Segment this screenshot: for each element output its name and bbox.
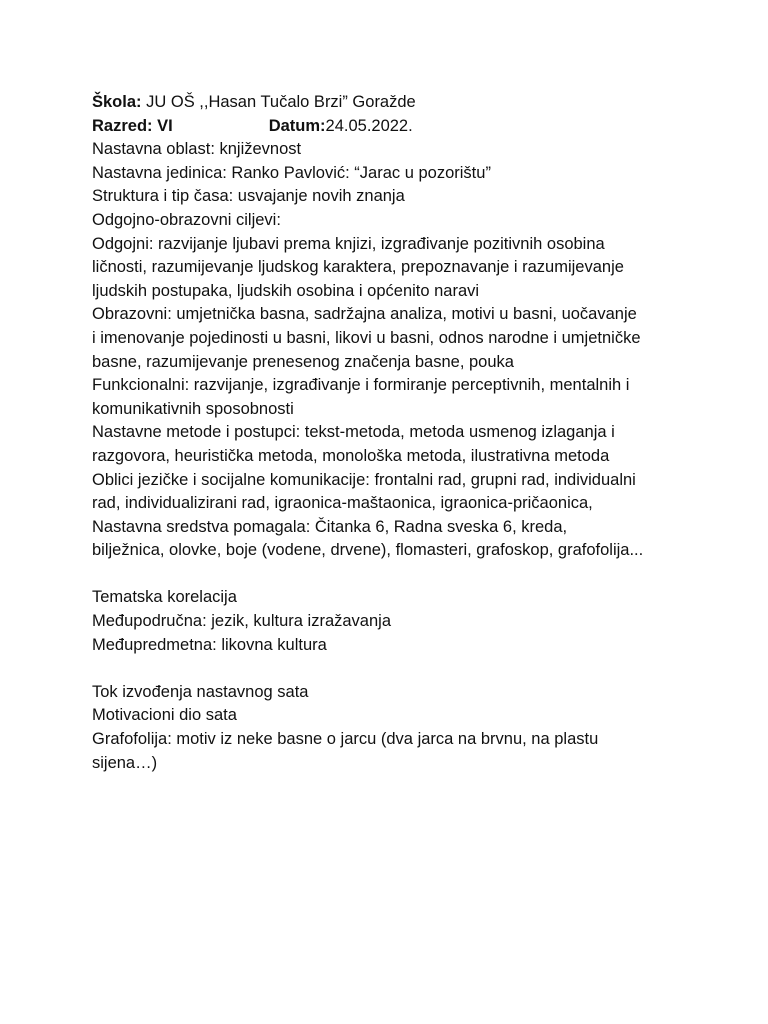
body-line: Nastavne metode i postupci: tekst-metoda, metoda usmenog izlaganja i <box>92 423 615 442</box>
lesson-flow-line: sijena…) <box>92 753 158 772</box>
lesson-flow-line: Grafofolija: motiv iz neke basne o jarcu (dva jarca na brvnu, na plastu <box>92 730 599 749</box>
body-line: basne, razumijevanje prenesenog značenja basne, pouka <box>92 352 514 371</box>
school-value: JU OŠ ,,Hasan Tučalo Brzi” Goražde <box>141 93 416 111</box>
body-line: razgovora, heuristička metoda, monološka metoda, ilustrativna metoda <box>92 446 610 465</box>
lesson-flow-line: Motivacioni dio sata <box>92 706 237 725</box>
document-page <box>92 91 732 775</box>
school-line <box>92 91 732 115</box>
correlation-line: Međupodručna: jezik, kultura izražavanja <box>92 612 391 631</box>
blank-line <box>92 657 732 681</box>
date-value: 24.05.2022. <box>325 116 413 135</box>
body-line: rad, individualizirani rad, igraonica-maštaonica, igraonica-pričaonica, <box>92 494 593 513</box>
body-line: Funkcionalni: razvijanje, izgrađivanje i formiranje perceptivnih, mentalnih i <box>92 376 630 395</box>
body-line: bilježnica, olovke, boje (vodene, drvene), flomasteri, grafoskop, grafofolija... <box>92 541 644 560</box>
correlation-line: Međupredmetna: likovna kultura <box>92 635 327 654</box>
body-line: Nastavna sredstva pomagala: Čitanka 6, Radna sveska 6, kreda, <box>92 517 568 536</box>
class-label: Razred: VI <box>92 116 173 135</box>
body-line: Odgojni: razvijanje ljubavi prema knjizi, izgrađivanje pozitivnih osobina <box>92 234 605 253</box>
body-line: ličnosti, razumijevanje ljudskog karaktera, prepoznavanje i razumijevanje <box>92 258 624 277</box>
body-line: Nastavna jedinica: Ranko Pavlović: “Jarac u pozorištu” <box>92 163 491 182</box>
body-line: komunikativnih sposobnosti <box>92 399 294 418</box>
body-line: Oblici jezičke i socijalne komunikacije: frontalni rad, grupni rad, individualni <box>92 470 636 489</box>
body-line: Nastavna oblast: književnost <box>92 140 302 159</box>
school-label: Škola: <box>92 93 142 111</box>
correlation-heading: Tematska korelacija <box>92 588 237 607</box>
date-label: Datum: <box>268 116 326 135</box>
body-line: Obrazovni: umjetnička basna, sadržajna analiza, motivi u basni, uočavanje <box>92 305 637 324</box>
body-line: Struktura i tip časa: usvajanje novih znanja <box>92 187 405 206</box>
body-line: Odgojno-obrazovni ciljevi: <box>92 210 281 229</box>
body-line: i imenovanje pojedinosti u basni, likovi u basni, odnos narodne i umjetničke <box>92 328 641 347</box>
lesson-flow-heading: Tok izvođenja nastavnog sata <box>92 682 309 701</box>
body-line: ljudskih postupaka, ljudskih osobina i općenito naravi <box>92 281 480 300</box>
blank-line <box>92 563 732 587</box>
class-date-line <box>92 115 732 139</box>
